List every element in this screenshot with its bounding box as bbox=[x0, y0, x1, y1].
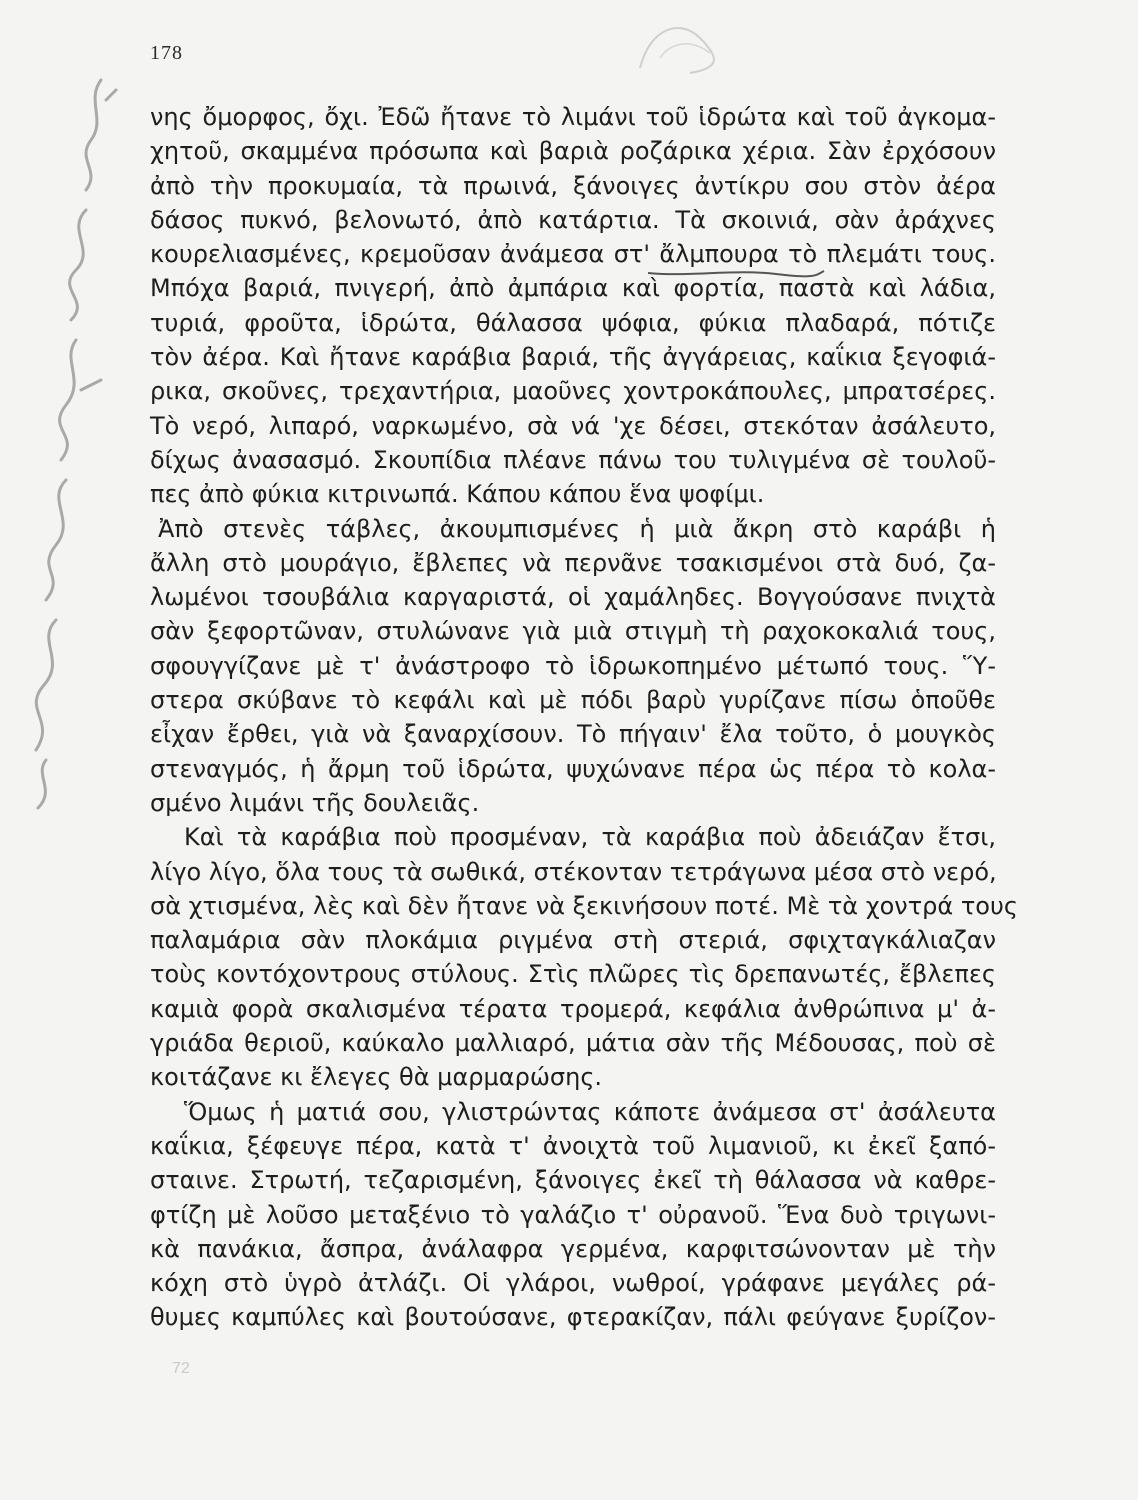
text-line: δίχως ἀνασασμό. Σκουπίδια πλέανε πάνω του τυλιγμένα σὲ τουλοῦ- bbox=[150, 445, 996, 474]
text-line: πες ἀπὸ φύκια κιτρινωπά. Κάπου κάπου ἕνα ψοφίμι. bbox=[150, 480, 765, 509]
text-line: τυριά, φροῦτα, ἱδρώτα, θάλασσα ψόφια, φύκια πλαδαρά, πότιζε bbox=[150, 308, 996, 337]
pencil-scribble-mark bbox=[620, 8, 740, 88]
text-line-underlined-word: κουρελιασμένες, κρεμοῦσαν ἀνάμεσα στ' ἄλμπουρα τὸ πλεμάτι τους. bbox=[150, 240, 996, 269]
body-text bbox=[150, 100, 1018, 1335]
text-line: παλαμάρια σὰν πλοκάμια ριγμένα στὴ στεριά, σφιχταγκάλιαζαν bbox=[150, 926, 996, 955]
text-line: δάσος πυκνό, βελονωτό, ἀπὸ κατάρτια. Τὰ σκοινιά, σὰν ἀράχνες bbox=[150, 205, 996, 234]
text-line: σταινε. Στρωτή, τεζαρισμένη, ξάνοιγες ἐκεῖ τὴ θάλασσα νὰ καθρε- bbox=[150, 1166, 996, 1195]
text-line: Μπόχα βαριά, πνιγερή, ἀπὸ ἀμπάρια καὶ φορτία, παστὰ καὶ λάδια, bbox=[150, 274, 996, 303]
text-line: στεναγμός, ἡ ἄρμη τοῦ ἱδρώτα, ψυχώνανε πέρα ὡς πέρα τὸ κολα- bbox=[150, 754, 996, 783]
page-number: 178 bbox=[150, 42, 183, 64]
text-line: Τὸ νερό, λιπαρό, ναρκωμένο, σὰ νά 'χε δέσει, στεκόταν ἀσάλευτο, bbox=[150, 411, 996, 440]
text-line: θυμες καμπύλες καὶ βουτούσανε, φτερακίζαν, πάλι φεύγανε ξυρίζον- bbox=[150, 1303, 996, 1332]
text-line: λωμένοι τσουβάλια καργαριστά, οἱ χαμάληδες. Βογγούσανε πνιχτὰ bbox=[150, 583, 996, 612]
text-line: γριάδα θεριοῦ, καύκαλο μαλλιαρό, μάτια σὰν τῆς Μέδουσας, ποὺ σὲ bbox=[150, 1029, 996, 1058]
text-line: κόχη στὸ ὑγρὸ ἀτλάζι. Οἱ γλάροι, νωθροί, γράφανε μεγάλες ρά- bbox=[150, 1269, 996, 1298]
text-line: νης ὄμορφος, ὄχι. Ἐδῶ ἤτανε τὸ λιμάνι τοῦ ἱδρώτα καὶ τοῦ ἀγκομα- bbox=[150, 103, 996, 131]
paragraph-start-line: Ἀπὸ στενὲς τάβλες, ἀκουμπισμένες ἡ μιὰ ἄκρη στὸ καράβι ἡ bbox=[158, 514, 996, 543]
paragraph-start-line: Ὅμως ἡ ματιά σου, γλιστρώντας κάποτε ἀνάμεσα στ' ἀσάλευτα bbox=[184, 1097, 996, 1126]
faint-bleed-through-number: 72 bbox=[172, 1360, 190, 1377]
text-line: κοιτάζανε κι ἔλεγες θὰ μαρμαρώσης. bbox=[150, 1063, 603, 1092]
text-line: σφουγγίζανε μὲ τ' ἀνάστροφο τὸ ἱδρωκοπημένο μέτωπό τους. Ὕ- bbox=[150, 651, 996, 680]
text-line: ρικα, σκοῦνες, τρεχαντήρια, μαοῦνες χοντροκάπουλες, μπρατσέρες. bbox=[150, 377, 996, 406]
text-line: σὰν ξεφορτῶναν, στυλώνανε γιὰ μιὰ στιγμὴ τὴ ραχοκοκαλιά τους, bbox=[150, 617, 996, 646]
text-line: φτίζη μὲ λοῦσο μεταξένιο τὸ γαλάζιο τ' οὐρανοῦ. Ἕνα δυὸ τριγωνι- bbox=[150, 1200, 996, 1229]
text-line: εἶχαν ἔρθει, γιὰ νὰ ξαναρχίσουν. Τὸ πήγαιν' ἔλα τοῦτο, ὁ μουγκὸς bbox=[150, 720, 996, 749]
text-line: στερα σκύβανε τὸ κεφάλι καὶ μὲ πόδι βαρὺ γυρίζανε πίσω ὁποῦθε bbox=[150, 686, 996, 715]
text-line: τὸν ἀέρα. Καὶ ἤτανε καράβια βαριά, τῆς ἀγγάρειας, καΐκια ξεγοφιά- bbox=[150, 343, 996, 372]
paragraph-start-line: Καὶ τὰ καράβια ποὺ προσμέναν, τὰ καράβια ποὺ ἀδειάζαν ἔτσι, bbox=[184, 823, 996, 852]
text-line: καμιὰ φορὰ σκαλισμένα τέρατα τρομερά, κεφάλια ἀνθρώπινα μ' ἀ- bbox=[150, 994, 996, 1023]
text-line: χητοῦ, σκαμμένα πρόσωπα καὶ βαριὰ ροζάρικα χέρια. Σὰν ἐρχόσουν bbox=[150, 137, 996, 166]
text-line: σὰ χτισμένα, λὲς καὶ δὲν ἤτανε νὰ ξεκινήσουν ποτέ. Μὲ τὰ χοντρά τους bbox=[150, 891, 1018, 920]
text-line: κὰ πανάκια, ἄσπρα, ἀνάλαφρα γερμένα, καρφιτσώνονταν μὲ τὴν bbox=[150, 1234, 996, 1263]
text-line: τοὺς κοντόχοντρους στύλους. Στὶς πλῶρες τὶς δρεπανωτές, ἔβλεπες bbox=[150, 960, 996, 989]
text-line: ἄλλη στὸ μουράγιο, ἔβλεπες νὰ περνᾶνε τσακισμένοι στὰ δυό, ζα- bbox=[150, 548, 996, 577]
text-line: ἀπὸ τὴν προκυμαία, τὰ πρωινά, ξάνοιγες ἀντίκρυ σου στὸν ἀέρα bbox=[150, 171, 996, 200]
text-line: λίγο λίγο, ὅλα τους τὰ σωθικά, στέκονταν τετράγωνα μέσα στὸ νερό, bbox=[150, 857, 997, 886]
text-line: σμένο λιμάνι τῆς δουλειᾶς. bbox=[150, 788, 480, 817]
text-line: καΐκια, ξέφευγε πέρα, κατὰ τ' ἀνοιχτὰ τοῦ λιμανιοῦ, κι ἐκεῖ ξαπό- bbox=[150, 1131, 996, 1160]
handwritten-margin-note bbox=[6, 60, 126, 820]
